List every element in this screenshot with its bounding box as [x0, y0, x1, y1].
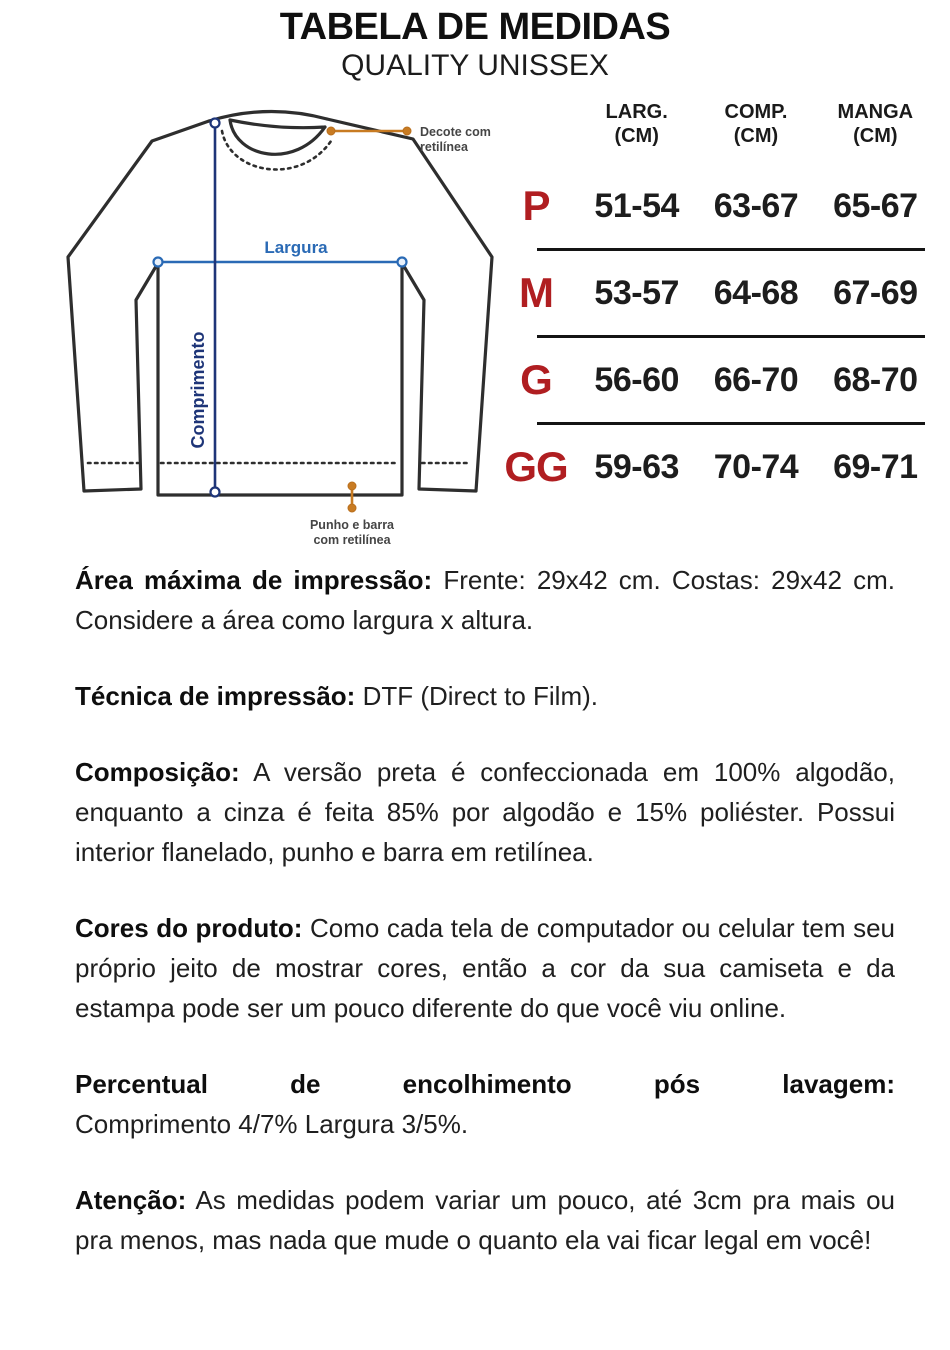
manga-value: 68-70	[833, 360, 918, 399]
paragraph-text: Frente: 29x42 cm. Costas: 29x42 cm. Considere a área como largura x altura.	[75, 565, 895, 635]
paragraph-label: Composição:	[75, 757, 240, 787]
length-measure-endpoint-bottom	[211, 488, 220, 497]
hem-annotation-dot-top	[348, 482, 356, 490]
comp-value: 63-67	[713, 186, 799, 225]
header	[0, 0, 950, 82]
paragraph-label: Área máxima de impressão:	[75, 565, 433, 595]
table-row-gg	[495, 425, 935, 509]
paragraph-text: Comprimento 4/7% Largura 3/5%.	[75, 1109, 469, 1139]
larg-value: 53-57	[594, 273, 679, 312]
size-label: M	[519, 269, 553, 316]
collar-opening	[230, 120, 325, 154]
paragraph-label: Percentual de encolhimento pós lavagem:	[75, 1069, 895, 1099]
manga-value: 69-71	[833, 447, 918, 486]
paragraph-colors	[75, 908, 895, 1028]
paragraph-text: Como cada tela de computador ou celular tem seu próprio jeito de mostrar cores, então a cor da sua camiseta e da estampa pode ser um pouco diferente do que você viu online.	[75, 913, 895, 1023]
length-measure-endpoint-top	[211, 119, 220, 128]
product-info	[75, 560, 895, 1296]
paragraph-label: Atenção:	[75, 1185, 187, 1215]
paragraph-text: A versão preta é confeccionada em 100% algodão, enquanto a cinza é feita 85% por algodão e 15% poliéster. Possui interior flanelado, punho e barra em retilínea.	[75, 757, 895, 867]
size-label: G	[520, 356, 552, 403]
hem-annotation-label-line1: Punho e barra	[309, 518, 395, 532]
paragraph-shrinkage	[75, 1064, 895, 1144]
paragraph-label: Técnica de impressão:	[75, 681, 356, 711]
larg-value: 59-63	[594, 447, 679, 486]
column-header-comp: COMP. (CM)	[724, 101, 788, 147]
column-header-manga: MANGA (CM)	[837, 101, 914, 147]
comp-value: 66-70	[713, 360, 799, 399]
hem-annotation-dot-bottom	[348, 504, 356, 512]
larg-value: 51-54	[594, 186, 679, 225]
table-row-m	[495, 251, 935, 335]
paragraph-print-area	[75, 560, 895, 640]
hem-annotation-label-line2: com retilínea	[313, 533, 391, 547]
collar-outer-edge	[209, 111, 327, 121]
column-header-larg: LARG. (CM)	[605, 101, 668, 147]
size-label: GG	[504, 443, 568, 490]
paragraph-attention	[75, 1180, 895, 1260]
table-row-p	[495, 164, 935, 248]
sweatshirt-outline-right	[327, 119, 492, 491]
width-label: Largura	[264, 238, 328, 257]
neck-annotation-label-line1: Decote com	[420, 125, 491, 139]
manga-value: 67-69	[833, 273, 918, 312]
comp-value: 64-68	[713, 273, 799, 312]
page-title: TABELA DE MEDIDAS	[279, 6, 671, 48]
width-measure-endpoint-right	[398, 258, 407, 267]
length-label: Comprimento	[188, 331, 208, 449]
width-measure-endpoint-left	[154, 258, 163, 267]
size-label: P	[522, 182, 550, 229]
paragraph-print-technique	[75, 676, 895, 716]
table-row-g	[495, 338, 935, 422]
neck-annotation-dot-left	[327, 127, 335, 135]
page-subtitle: QUALITY UNISSEX	[341, 49, 609, 82]
size-table	[495, 100, 935, 509]
larg-value: 56-60	[594, 360, 679, 399]
paragraph-text: As medidas podem variar um pouco, até 3cm pra mais ou pra menos, mas nada que mude o quanto ela vai ficar legal em você!	[75, 1185, 895, 1255]
manga-value: 65-67	[833, 186, 918, 225]
sweatshirt-diagram	[30, 90, 520, 560]
neck-annotation-label-line2: retilínea	[420, 140, 468, 154]
comp-value: 70-74	[713, 447, 799, 486]
paragraph-label: Cores do produto:	[75, 913, 303, 943]
paragraph-text: DTF (Direct to Film).	[362, 681, 598, 711]
paragraph-composition	[75, 752, 895, 872]
size-table-header	[495, 100, 935, 164]
neck-annotation-dot-right	[403, 127, 411, 135]
